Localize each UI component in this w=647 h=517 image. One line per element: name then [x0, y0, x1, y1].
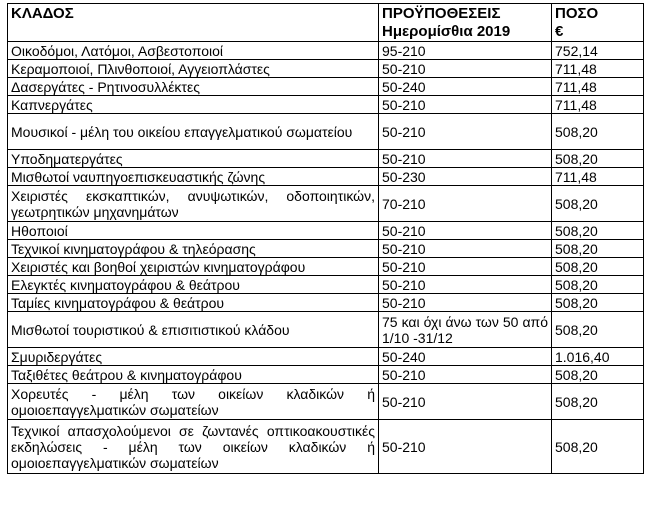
table-row: [8, 186, 644, 222]
table-row: [8, 366, 644, 384]
sector-cell: Κεραμοποιοί, Πλινθοποιοί, Αγγειοπλάστες: [8, 60, 379, 78]
table-row: [8, 384, 644, 420]
table-row: [8, 420, 644, 474]
table-row: [8, 312, 644, 348]
amount-cell: 508,20: [552, 384, 644, 420]
table-row: [8, 276, 644, 294]
conditions-cell: 70-210: [379, 186, 552, 222]
sector-cell: Οικοδόμοι, Λατόμοι, Ασβεστοποιοί: [8, 42, 379, 60]
allowance-table: [7, 3, 644, 474]
table-row: [8, 240, 644, 258]
conditions-cell: 50-210: [379, 294, 552, 312]
sector-cell: Ταξιθέτες θεάτρου & κινηματογράφου: [8, 366, 379, 384]
sector-cell: Μισθωτοί τουριστικού & επισιτιστικού κλάδου: [8, 312, 379, 348]
amount-cell: 508,20: [552, 276, 644, 294]
amount-cell: 508,20: [552, 222, 644, 240]
conditions-cell: 50-210: [379, 366, 552, 384]
table-header-row: [8, 4, 644, 42]
amount-cell: 508,20: [552, 150, 644, 168]
conditions-cell: 50-230: [379, 168, 552, 186]
sector-cell: Ταμίες κινηματογράφου & θεάτρου: [8, 294, 379, 312]
table-row: [8, 222, 644, 240]
table-row: [8, 168, 644, 186]
amount-cell: 508,20: [552, 186, 644, 222]
amount-cell: 508,20: [552, 366, 644, 384]
table-row: [8, 348, 644, 366]
header-amount-line1: ΠΟΣΟ: [555, 5, 599, 22]
amount-cell: 752,14: [552, 42, 644, 60]
conditions-cell: 50-210: [379, 240, 552, 258]
table-row: [8, 78, 644, 96]
amount-cell: 508,20: [552, 258, 644, 276]
table-row: [8, 96, 644, 114]
amount-cell: 508,20: [552, 240, 644, 258]
conditions-cell: 50-210: [379, 150, 552, 168]
table-row: [8, 258, 644, 276]
amount-cell: 711,48: [552, 60, 644, 78]
sector-cell: Χειριστές και βοηθοί χειριστών κινηματογράφου: [8, 258, 379, 276]
table-row: [8, 114, 644, 150]
amount-cell: 711,48: [552, 78, 644, 96]
sector-cell: Τεχνικοί απασχολούμενοι σε ζωντανές οπτικοακουστικές εκδηλώσεις - μέλη των οικείων κλαδικών ή ομοιοεπαγγελματικών σωματείων: [8, 420, 379, 474]
conditions-cell: 50-210: [379, 258, 552, 276]
conditions-cell: 95-210: [379, 42, 552, 60]
amount-cell: 508,20: [552, 294, 644, 312]
sector-cell: Καπνεργάτες: [8, 96, 379, 114]
amount-cell: 711,48: [552, 96, 644, 114]
sector-cell: Μισθωτοί ναυπηγοεπισκευαστικής ζώνης: [8, 168, 379, 186]
conditions-cell: 50-210: [379, 60, 552, 78]
sector-cell: Δασεργάτες - Ρητινοσυλλέκτες: [8, 78, 379, 96]
sector-cell: Χορευτές - μέλη των οικείων κλαδικών ή ομοιοεπαγγελματικών σωματείων: [8, 384, 379, 420]
conditions-cell: 75 και όχι άνω των 50 από 1/10 -31/12: [379, 312, 552, 348]
header-conditions-line2: Ημερομίσθια 2019: [382, 23, 511, 40]
sector-cell: Ηθοποιοί: [8, 222, 379, 240]
conditions-cell: 50-210: [379, 96, 552, 114]
conditions-cell: 50-210: [379, 384, 552, 420]
table-row: [8, 42, 644, 60]
sector-cell: Χειριστές εκσκαπτικών, ανυψωτικών, οδοποιητικών, γεωτρητικών μηχανημάτων: [8, 186, 379, 222]
conditions-cell: 50-240: [379, 348, 552, 366]
table-row: [8, 294, 644, 312]
header-conditions-line1: ΠΡΟΫΠΟΘΕΣΕΙΣ: [382, 5, 501, 22]
conditions-cell: 50-210: [379, 420, 552, 474]
sector-cell: Μουσικοί - μέλη του οικείου επαγγελματικού σωματείου: [8, 114, 379, 150]
sector-cell: Υποδηματεργάτες: [8, 150, 379, 168]
amount-cell: 711,48: [552, 168, 644, 186]
amount-cell: 508,20: [552, 420, 644, 474]
conditions-cell: 50-210: [379, 276, 552, 294]
conditions-cell: 50-210: [379, 114, 552, 150]
sector-cell: Τεχνικοί κινηματογράφου & τηλεόρασης: [8, 240, 379, 258]
amount-cell: 1.016,40: [552, 348, 644, 366]
header-amount: [552, 4, 644, 42]
sector-cell: Σμυριδεργάτες: [8, 348, 379, 366]
header-sector: ΚΛΑΔΟΣ: [8, 4, 379, 42]
conditions-cell: 50-210: [379, 222, 552, 240]
table-row: [8, 60, 644, 78]
header-conditions: [379, 4, 552, 42]
amount-cell: 508,20: [552, 312, 644, 348]
sector-cell: Ελεγκτές κινηματογράφου & θεάτρου: [8, 276, 379, 294]
amount-cell: 508,20: [552, 114, 644, 150]
conditions-cell: 50-240: [379, 78, 552, 96]
header-amount-line2: €: [555, 23, 564, 40]
table-body: [8, 42, 644, 474]
table-row: [8, 150, 644, 168]
